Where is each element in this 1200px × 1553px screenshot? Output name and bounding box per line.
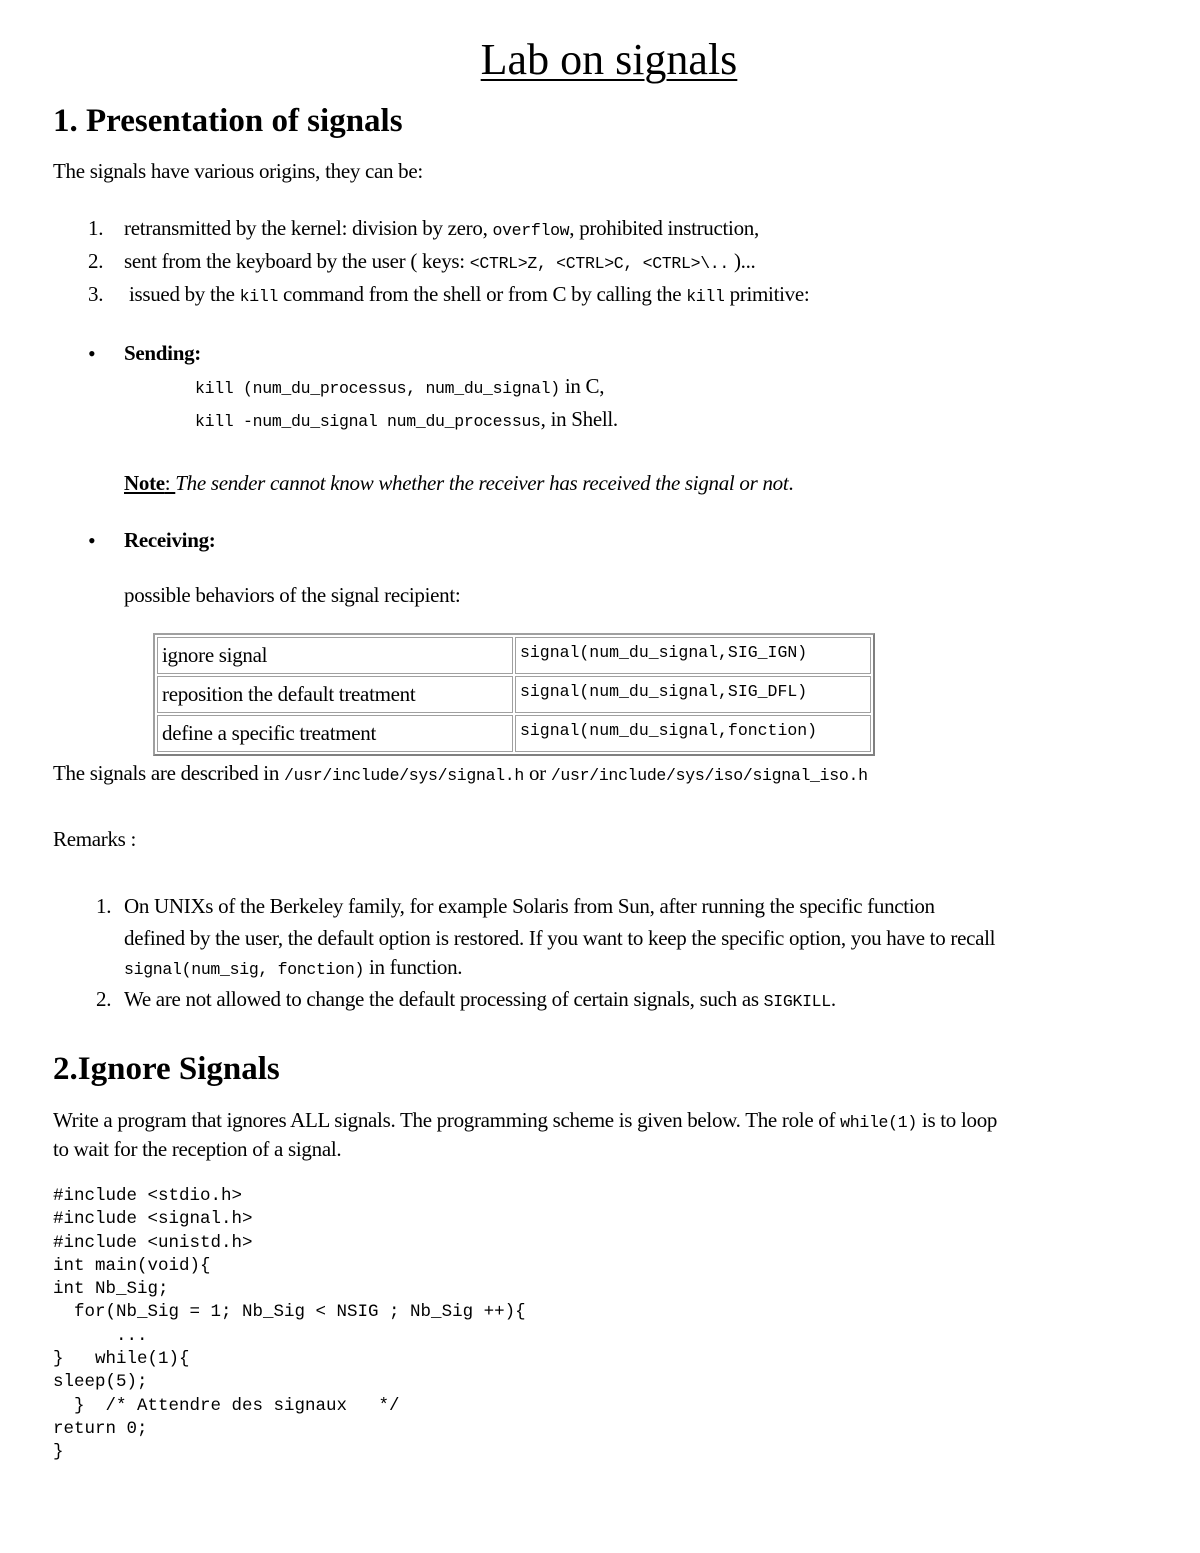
remark-number: 1. [96, 894, 112, 918]
behavior-cell: reposition the default treatment [157, 676, 513, 713]
code-signal-call: signal(num_sig, fonction) [124, 960, 365, 979]
intro-paragraph: The signals have various origins, they can be: [53, 159, 423, 183]
code-line: #include <signal.h> [53, 1209, 253, 1230]
code-kill: kill [239, 287, 279, 306]
origin-item-number: 2. [88, 249, 104, 273]
origin-item-keyboard [124, 249, 756, 274]
code-overflow: overflow [492, 221, 570, 240]
origin-item-kill [124, 282, 809, 307]
remark-text: We are not allowed to change the default processing of certain signals, such as [124, 987, 764, 1011]
header-path-signal: /usr/include/sys/signal.h [283, 766, 525, 785]
sending-line-c [195, 374, 604, 399]
code-line: #include <unistd.h> [53, 1232, 253, 1253]
code-kill-c: kill (num_du_processus, num_du_signal) [195, 379, 560, 398]
signal-headers-line [53, 761, 868, 786]
signal-behaviors-table [153, 633, 875, 756]
exercise-text: is to loop [916, 1108, 998, 1132]
note-colon: : [164, 471, 176, 495]
behavior-cell: ignore signal [157, 637, 513, 674]
sending-text: , in Shell. [540, 407, 618, 431]
described-or: or [524, 761, 551, 785]
table-row [157, 715, 871, 752]
bullet-icon: • [88, 341, 96, 366]
origin-text: )... [729, 249, 756, 273]
code-block [53, 1185, 526, 1465]
exercise-paragraph-line1 [53, 1108, 997, 1133]
code-line: } while(1){ [53, 1349, 190, 1370]
remark-sigkill [124, 987, 836, 1012]
code-line: } [53, 1442, 64, 1463]
code-line: int Nb_Sig; [53, 1279, 169, 1300]
code-line: return 0; [53, 1418, 148, 1439]
described-text: The signals are described in [53, 761, 284, 785]
page-title: Lab on signals [480, 35, 738, 84]
code-line: #include <stdio.h> [53, 1186, 243, 1206]
code-line: } /* Attendre des signaux */ [53, 1395, 400, 1416]
origin-item-number: 3. [88, 282, 104, 306]
remark-berkeley-line3 [124, 955, 462, 980]
origin-text: command from the shell or from C by calling the [278, 282, 687, 306]
code-while: while(1) [840, 1113, 917, 1132]
remark-text: . [830, 987, 836, 1011]
section-heading-ignore-signals: 2.Ignore Signals [53, 1051, 280, 1087]
code-kill: kill [686, 287, 725, 306]
receiving-intro: possible behaviors of the signal recipient: [124, 583, 461, 607]
table-row [157, 637, 871, 674]
note-text: The sender cannot know whether the receiver has received the signal or not [175, 471, 789, 495]
exercise-text: Write a program that ignores ALL signals. The programming scheme is given below. The role of [53, 1108, 841, 1132]
header-path-signal-iso: /usr/include/sys/iso/signal_iso.h [550, 766, 868, 785]
code-line: sleep(5); [53, 1372, 148, 1393]
sending-text: in C, [559, 374, 605, 398]
origin-item-kernel [124, 216, 759, 241]
sending-label: Sending: [124, 341, 201, 365]
section-heading-presentation: 1. Presentation of signals [53, 103, 403, 139]
exercise-paragraph-line2: to wait for the reception of a signal. [53, 1137, 342, 1161]
origin-text: , prohibited instruction, [569, 216, 759, 240]
code-kill-shell: kill -num_du_signal num_du_processus [195, 412, 541, 431]
note-end: . [788, 471, 794, 495]
remarks-label: Remarks : [53, 827, 137, 851]
origin-text: retransmitted by the kernel: division by zero, [124, 216, 493, 240]
origin-text: sent from the keyboard by the user ( keys: [124, 249, 470, 273]
origin-item-number: 1. [88, 216, 104, 240]
call-cell: signal(num_du_signal,SIG_IGN) [515, 637, 871, 674]
origin-text: primitive: [724, 282, 810, 306]
remark-number: 2. [96, 987, 112, 1011]
receiving-label: Receiving: [124, 528, 216, 552]
sending-line-shell [195, 407, 618, 432]
behavior-cell: define a specific treatment [157, 715, 513, 752]
origin-text: issued by the [124, 282, 240, 306]
code-line: for(Nb_Sig = 1; Nb_Sig < NSIG ; Nb_Sig ++){ [53, 1302, 526, 1323]
code-sigkill: SIGKILL [763, 992, 831, 1011]
code-line: int main(void){ [53, 1255, 211, 1276]
sender-note [124, 471, 793, 496]
table-row [157, 676, 871, 713]
code-line: ... [53, 1325, 148, 1346]
call-cell: signal(num_du_signal,fonction) [515, 715, 871, 752]
note-label: Note [124, 471, 165, 495]
call-cell: signal(num_du_signal,SIG_DFL) [515, 676, 871, 713]
remark-berkeley-line2: defined by the user, the default option is restored. If you want to keep the specific option, you have to recall [124, 926, 996, 950]
remark-text: in function. [364, 955, 463, 979]
code-keys: <CTRL>Z, <CTRL>C, <CTRL>\.. [469, 254, 730, 273]
remark-berkeley-line1: On UNIXs of the Berkeley family, for example Solaris from Sun, after running the specific function [124, 894, 935, 918]
bullet-icon: • [88, 528, 96, 553]
